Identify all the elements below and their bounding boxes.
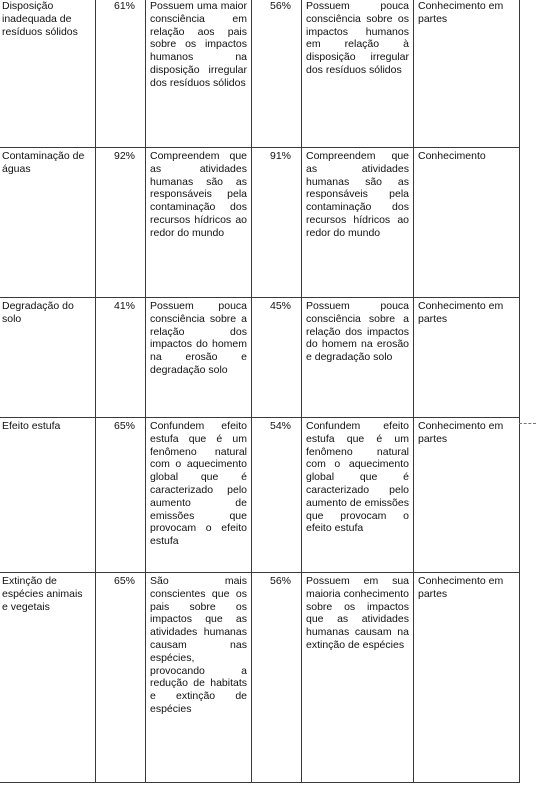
percent-cell: 65% (96, 573, 146, 783)
description-cell: Possuem pouca consciência sobre a relação dos impactos do homem na erosão e degradação solo (302, 298, 414, 418)
percent-cell: 91% (252, 148, 302, 298)
theme-cell: Extinção de espécies animais e vegetais (0, 573, 96, 783)
knowledge-level-cell: Conhecimento (414, 148, 520, 298)
description-cell: Confundem efeito estufa que é um fenômeno natural com o aquecimento global que é caracterizado pelo aumento de emissões que provocam o efeito estufa (302, 418, 414, 573)
percent-cell: 41% (96, 298, 146, 418)
table-row (0, 0, 520, 148)
percent-cell: 56% (252, 573, 302, 783)
percent-cell: 65% (96, 418, 146, 573)
percent-cell: 61% (96, 0, 146, 148)
percent-cell: 56% (252, 0, 302, 148)
theme-cell: Contaminação de águas (0, 148, 96, 298)
description-cell: Possuem uma maior consciência em relação aos pais sobre os impactos humanos na disposição irregular dos resíduos sólidos (146, 0, 252, 148)
divider (519, 423, 536, 424)
knowledge-level-cell: Conhecimento em partes (414, 573, 520, 783)
theme-cell: Degradação do solo (0, 298, 96, 418)
knowledge-level-cell: Conhecimento em partes (414, 298, 520, 418)
knowledge-level-cell: Conhecimento em partes (414, 418, 520, 573)
description-cell: Confundem efeito estufa que é um fenômeno natural com o aquecimento global que é caracterizado pelo aumento de emissões que provocam o efeito estufa (146, 418, 252, 573)
percent-cell: 92% (96, 148, 146, 298)
knowledge-level-cell: Conhecimento em partes (414, 0, 520, 148)
table-row (0, 418, 520, 573)
table-row (0, 148, 520, 298)
description-cell: Possuem em sua maioria conhecimento sobre os impactos que as atividades humanas causam na extinção de espécies (302, 573, 414, 783)
description-cell: Possuem pouca consciência sobre a relação dos impactos do homem na erosão e degradação solo (146, 298, 252, 418)
percent-cell: 54% (252, 418, 302, 573)
description-cell: Compreendem que as atividades humanas são as responsáveis pela contaminação dos recursos hídricos ao redor do mundo (302, 148, 414, 298)
theme-cell: Efeito estufa (0, 418, 96, 573)
table-row (0, 573, 520, 783)
theme-cell: Disposição inadequada de resíduos sólidos (0, 0, 96, 148)
percent-cell: 45% (252, 298, 302, 418)
description-cell: São mais conscientes que os pais sobre os impactos que as atividades humanas causam nas espécies, provocando a redução de habitats e extinção de espécies (146, 573, 252, 783)
description-cell: Compreendem que as atividades humanas são as responsáveis pela contaminação dos recursos hídricos ao redor do mundo (146, 148, 252, 298)
table-row (0, 298, 520, 418)
description-cell: Possuem pouca consciência sobre os impactos humanos em relação à disposição irregular dos resíduos sólidos (302, 0, 414, 148)
